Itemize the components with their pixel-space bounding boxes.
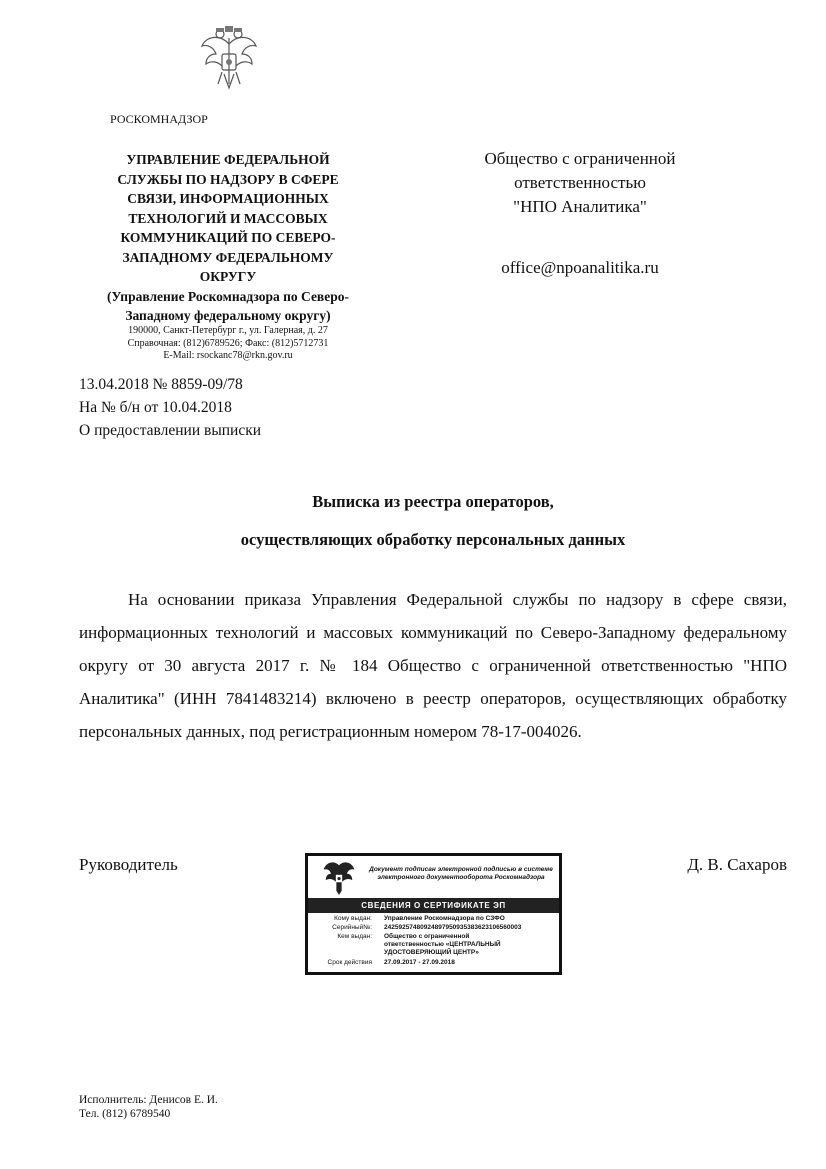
- document-in-reply-to: На № б/н от 10.04.2018: [79, 399, 232, 416]
- agency-name-line: СВЯЗИ, ИНФОРМАЦИОННЫХ: [127, 191, 329, 206]
- stamp-value: 24259257480924897950935383623106560003: [384, 924, 522, 931]
- agency-name-line: ОКРУГУ: [199, 269, 257, 284]
- recipient-name-line: ответственностью: [514, 173, 646, 192]
- document-date-number: 13.04.2018 № 8859-09/78: [79, 376, 243, 393]
- stamp-label: Кому выдан:: [334, 915, 372, 922]
- stamp-row-issuer: [308, 933, 559, 959]
- stamp-value: [384, 933, 559, 957]
- agency-short-name-text: РОСКОМНАДЗОР: [110, 112, 208, 126]
- agency-abbreviated-name: [78, 287, 378, 325]
- document-title-line: Выписка из реестра операторов,: [312, 492, 554, 511]
- recipient-name-line: "НПО Аналитика": [513, 197, 647, 216]
- coat-of-arms-icon: [322, 860, 356, 896]
- stamp-issuer-line: УДОСТОВЕРЯЮЩИЙ ЦЕНТР»: [384, 949, 479, 956]
- agency-name-line: ЗАПАДНОМУ ФЕДЕРАЛЬНОМУ: [122, 249, 334, 265]
- agency-address: 190000, Санкт-Петербург г., ул. Галерная, д. 27: [128, 325, 328, 336]
- stamp-issuer-line: ответственностью «ЦЕНТРАЛЬНЫЙ: [384, 941, 501, 948]
- agency-full-name: [88, 150, 368, 287]
- coat-of-arms-icon: [198, 24, 260, 92]
- agency-name-line: КОММУНИКАЦИЙ ПО СЕВЕРО-: [120, 230, 336, 245]
- signer-name: Д. В. Сахаров: [687, 855, 787, 874]
- stamp-header: СВЕДЕНИЯ О СЕРТИФИКАТЕ ЭП: [308, 898, 559, 913]
- document-body: На основании приказа Управления Федеральной службы по надзору в сфере связи, информационных технологий и массовых коммуникаций по Северо-Западному федеральному округу от 30 августа 2017 г. № 184 Общество с ограниченной ответственностью "НПО Аналитика" (ИНН 7841483214) включено в реестр операторов, осуществляющих обработку персональных данных, под регистрационным номером 78-17-004026.: [79, 590, 787, 741]
- executor-info: [79, 1093, 218, 1121]
- stamp-row-issued-to: [308, 915, 559, 924]
- agency-short-name: [110, 112, 350, 127]
- stamp-row-serial: [308, 924, 559, 933]
- agency-name-line: ТЕХНОЛОГИЙ И МАССОВЫХ: [128, 210, 328, 226]
- stamp-value: Управление Роскомнадзора по СЗФО: [384, 915, 505, 922]
- document-reference: [79, 373, 261, 442]
- recipient-name-line: Общество с ограниченной: [484, 149, 676, 168]
- agency-abbr-line: (Управление Роскомнадзора по Северо-: [107, 289, 349, 304]
- recipient-name: [440, 147, 720, 219]
- document-title-line: осуществляющих обработку персональных данных: [240, 530, 626, 549]
- agency-abbr-line: Западному федеральному округу): [125, 308, 331, 323]
- agency-phones: Справочная: (812)6789526; Факс: (812)5712731: [127, 337, 329, 349]
- agency-name-line: СЛУЖБЫ ПО НАДЗОРУ В СФЕРЕ: [117, 171, 339, 187]
- stamp-note-line: Документ подписан электронной подписью в системе: [369, 866, 553, 873]
- stamp-note: [368, 866, 554, 882]
- stamp-note-line: электронного документооборота Роскомнадзора: [377, 874, 545, 881]
- stamp-fields: [308, 915, 559, 968]
- document-title: [79, 483, 787, 559]
- signer-role: Руководитель: [79, 855, 178, 874]
- electronic-signature-stamp: [305, 853, 562, 975]
- stamp-label: Срок действия: [327, 959, 372, 966]
- executor-name: Исполнитель: Денисов Е. И.: [79, 1094, 218, 1106]
- stamp-label: Серийный№:: [332, 924, 372, 931]
- stamp-label: Кем выдан:: [337, 933, 372, 940]
- agency-contacts: [88, 325, 368, 363]
- agency-email: E-Mail: rsockanc78@rkn.gov.ru: [163, 350, 293, 361]
- recipient-email: office@npoanalitika.ru: [501, 258, 659, 277]
- stamp-issuer-line: Общество с ограниченной: [384, 933, 470, 940]
- document-subject: О предоставлении выписки: [79, 422, 262, 439]
- stamp-value: 27.09.2017 - 27.09.2018: [384, 959, 455, 966]
- agency-name-line: УПРАВЛЕНИЕ ФЕДЕРАЛЬНОЙ: [126, 152, 330, 167]
- stamp-row-validity: [308, 959, 559, 968]
- executor-phone: Тел. (812) 6789540: [79, 1108, 171, 1120]
